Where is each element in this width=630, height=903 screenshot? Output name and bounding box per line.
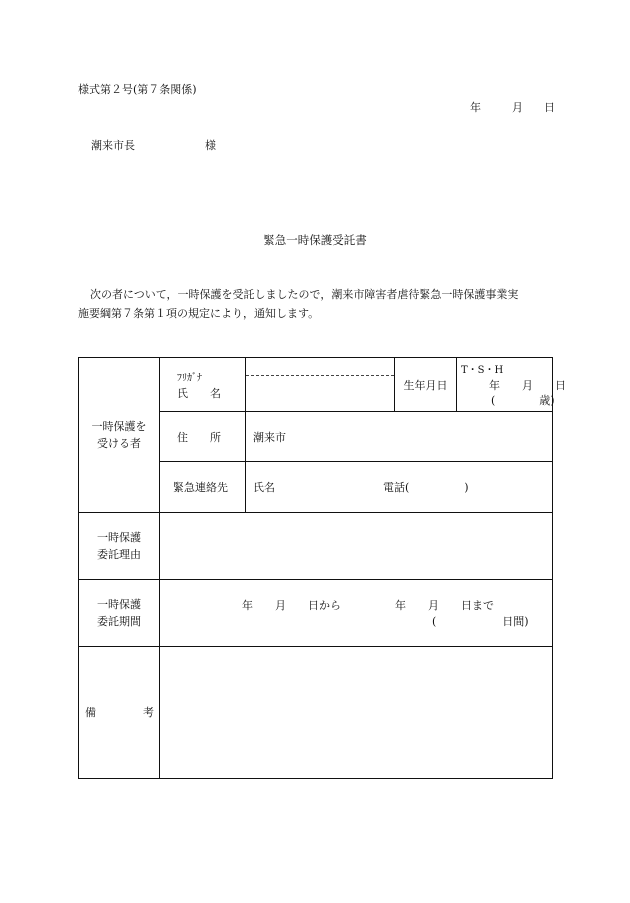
reason-label-line-1: 一時保護 — [97, 531, 141, 544]
name-label: 氏 名 — [177, 387, 221, 400]
address-value[interactable]: 潮来市 — [253, 431, 286, 444]
addressee-suffix: 様 — [205, 139, 216, 152]
remarks-label-2: 考 — [143, 706, 154, 719]
date-day: 日 — [544, 101, 555, 114]
person-label-line-1: 一時保護を — [91, 420, 147, 433]
date-year: 年 — [470, 101, 481, 114]
period-label-line-1: 一時保護 — [97, 598, 141, 611]
addressee — [91, 137, 216, 153]
reason-label — [79, 529, 159, 563]
body-text — [78, 285, 568, 323]
furigana-label: ﾌﾘｶﾞﾅ — [177, 373, 202, 384]
emergency-contact-label: 緊急連絡先 — [173, 481, 228, 494]
form-number: 様式第２号(第７条関係) — [78, 83, 197, 96]
name-field[interactable] — [247, 377, 393, 410]
emergency-phone[interactable]: 電話( ) — [383, 481, 469, 494]
reason-field[interactable] — [161, 514, 551, 577]
era-options: T・S・H — [461, 365, 504, 376]
person-label — [79, 418, 159, 452]
period-from[interactable]: 年 月 日から — [242, 599, 341, 612]
address-label: 住 所 — [177, 431, 221, 444]
period-label-line-2: 委託期間 — [97, 615, 141, 628]
document-title: 緊急一時保護受託書 — [263, 233, 367, 247]
body-line-1: 次の者について，一時保護を受託しましたので，潮来市障害者虐待緊急一時保護事業実 — [90, 288, 519, 301]
reason-label-line-2: 委託理由 — [97, 548, 141, 561]
age-value[interactable]: ( 歳) — [491, 394, 555, 407]
period-to[interactable]: 年 月 日まで — [395, 599, 494, 612]
person-label-line-2: 受ける者 — [97, 437, 141, 450]
birthdate-label: 生年月日 — [403, 379, 448, 392]
remarks-field[interactable] — [161, 648, 551, 776]
period-days[interactable]: ( 日間) — [432, 615, 529, 628]
birthdate-value[interactable]: 年 月 日 — [489, 379, 566, 392]
remarks-label-1: 備 — [85, 706, 96, 719]
period-label — [79, 596, 159, 630]
addressee-name: 潮来市長 — [91, 139, 135, 152]
issue-date — [470, 99, 555, 115]
emergency-name[interactable]: 氏名 — [253, 481, 275, 494]
body-line-2: 施要綱第７条第１項の規定により，通知します。 — [78, 307, 320, 320]
date-month: 月 — [512, 101, 523, 114]
furigana-field[interactable] — [247, 359, 393, 375]
form-table — [78, 357, 566, 779]
